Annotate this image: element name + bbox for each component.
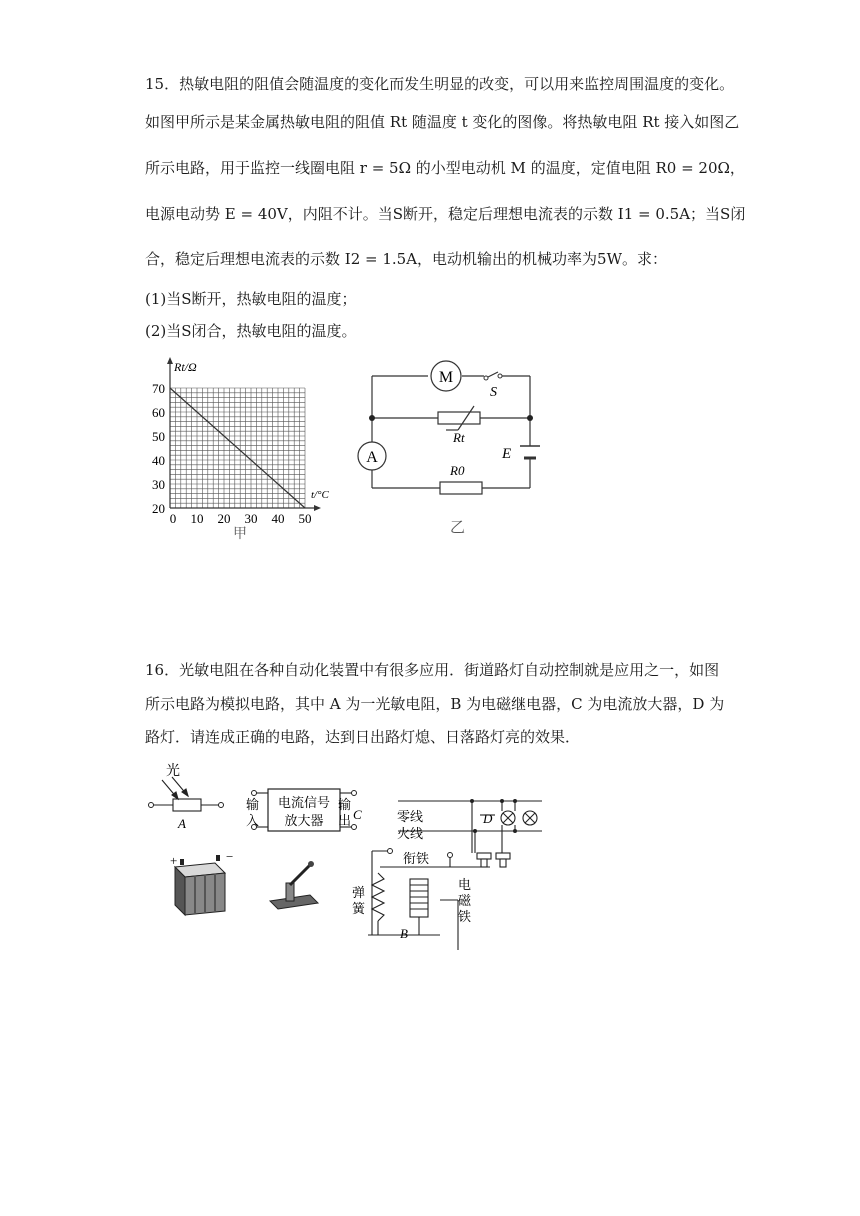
light-label: 光 <box>166 764 180 779</box>
battery-plus: + <box>170 853 178 868</box>
ammeter-label: A <box>366 449 378 466</box>
relay-B-label: B <box>400 926 408 941</box>
resistor-label: R0 <box>450 463 465 478</box>
source-label: E <box>502 446 512 462</box>
q15-subq-1: (1)当S断开，热敏电阻的温度； <box>145 290 357 308</box>
q15-line-4: 电源电动势 E = 40V，内阻不计。当S断开，稳定后理想电流表的示数 I1 = 0.5A；当S闭 <box>145 205 746 223</box>
figure-yi-circuit <box>350 358 550 540</box>
amplifier-C-label: C <box>353 807 362 822</box>
y-tick-label: 30 <box>152 477 165 492</box>
battery-minus: − <box>226 849 234 864</box>
amplifier-label-1: 电流信号 <box>277 795 331 810</box>
graph-ylabel: Rt/Ω <box>174 360 197 374</box>
photoresistor-A <box>152 777 220 811</box>
x-tick-label: 50 <box>298 511 312 526</box>
x-tick-label: 10 <box>190 511 204 526</box>
q15-line-5: 合，稳定后理想电流表的示数 I2 = 1.5A，电动机输出的机械功率为5W。求： <box>145 250 667 268</box>
x-tick-label: 20 <box>217 511 231 526</box>
thermistor-label: Rt <box>453 430 465 445</box>
magnet-label-3: 铁 <box>458 909 472 924</box>
circuit-caption: 乙 <box>450 520 466 536</box>
junction-left <box>369 415 375 421</box>
lamp-icon <box>501 811 537 825</box>
q16-line-3: 路灯．请连成正确的电路，达到日出路灯熄、日落路灯亮的效果． <box>145 728 581 746</box>
graph-caption: 甲 <box>233 527 247 542</box>
output-label-1: 输 <box>338 797 352 812</box>
q16-line-2: 所示电路为模拟电路，其中 A 为一光敏电阻，B 为电磁继电器，C 为电流放大器，D 为 <box>145 695 725 713</box>
output-label-2: 出 <box>338 813 352 828</box>
neutral-line-label: 零线 <box>397 809 424 824</box>
lamp-D-label: D <box>483 811 493 826</box>
y-tick-label: 60 <box>152 405 165 420</box>
magnet-label-1: 电 <box>458 877 472 892</box>
amplifier-label-2: 放大器 <box>284 813 324 828</box>
figure-16-components <box>140 755 550 950</box>
photoresistor-label: A <box>178 816 186 831</box>
y-tick-label: 40 <box>152 453 165 468</box>
x-tick-label: 40 <box>271 511 285 526</box>
y-tick-label: 20 <box>152 501 165 516</box>
spring-label-2: 簧 <box>352 901 366 916</box>
magnet-label-2: 磁 <box>458 893 472 908</box>
armature-label: 衔铁 <box>403 851 430 866</box>
knife-switch-icon <box>270 861 318 909</box>
figure-jia-graph <box>145 355 345 545</box>
live-line-label: 火线 <box>397 826 424 841</box>
y-tick-label: 70 <box>152 381 165 396</box>
q15-line-3: 所示电路，用于监控一线圈电阻 r = 5Ω 的小型电动机 M 的温度，定值电阻 R0 = 20Ω， <box>145 159 745 177</box>
q15-line-1: 15．热敏电阻的阻值会随温度的变化而发生明显的改变，可以用来监控周围温度的变化。 <box>145 75 735 93</box>
graph-xlabel: t/°C <box>311 489 329 501</box>
x-tick-label: 0 <box>169 511 177 526</box>
q16-line-1: 16．光敏电阻在各种自动化装置中有很多应用．街道路灯自动控制就是应用之一，如图 <box>145 661 720 679</box>
input-label-1: 输 <box>246 797 260 812</box>
motor-label: M <box>438 369 454 386</box>
y-tick-label: 50 <box>152 429 165 444</box>
q15-subq-2: (2)当S闭合，热敏电阻的温度。 <box>145 322 357 340</box>
junction-right <box>527 415 533 421</box>
q15-line-2: 如图甲所示是某金属热敏电阻的阻值 Rt 随温度 t 变化的图像。将热敏电阻 Rt 接入如图乙 <box>145 113 740 131</box>
input-label-2: 入 <box>246 813 260 828</box>
data-line <box>170 388 305 508</box>
battery-icon <box>175 855 225 915</box>
spring-label-1: 弹 <box>352 885 366 900</box>
switch-label: S <box>490 385 497 400</box>
graph-axes <box>167 357 321 511</box>
x-tick-label: 30 <box>244 511 258 526</box>
